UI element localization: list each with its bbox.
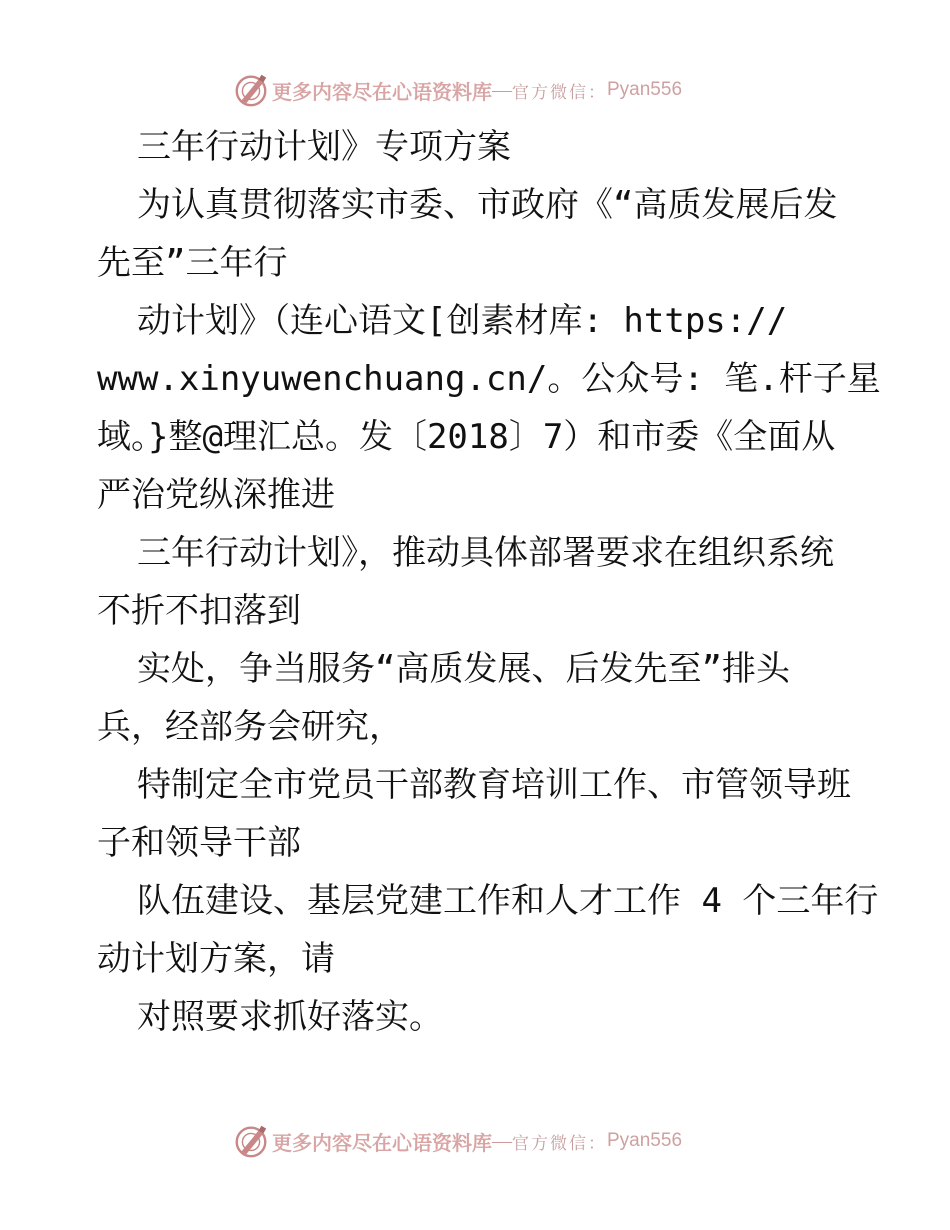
watermark-site-text: 更多内容尽在心语资料库 bbox=[272, 79, 492, 104]
text-line: 队伍建设、基层党建工作和人才工作 4 个三年行 bbox=[137, 881, 879, 921]
watermark-wechat-id: Pyan556 bbox=[607, 1130, 683, 1151]
watermark-footer bbox=[232, 1121, 732, 1161]
pen-logo-icon bbox=[232, 71, 270, 109]
text-line: 三年行动计划》，推动具体部署要求在组织系统 bbox=[137, 533, 834, 573]
text-line: 三年行动计划》专项方案 bbox=[137, 127, 511, 167]
text-line: 对照要求抓好落实。 bbox=[137, 997, 443, 1037]
text-line: www.xinyuwenchuang.cn/。公众号: 笔.杆子星 bbox=[97, 359, 881, 399]
text-line: 域。}整@理汇总。发〔2018〕7）和市委《全面从 bbox=[97, 417, 836, 457]
text-line: 特制定全市党员干部教育培训工作、市管领导班 bbox=[137, 765, 851, 805]
watermark-wechat-label: 官方微信： bbox=[512, 1133, 607, 1154]
document-body bbox=[97, 118, 881, 1046]
text-line: 不折不扣落到 bbox=[97, 591, 301, 631]
text-line: 子和领导干部 bbox=[97, 823, 301, 863]
watermark-dash: — bbox=[492, 1129, 512, 1152]
text-line: 兵，经部务会研究， bbox=[97, 707, 403, 747]
watermark-dash: — bbox=[492, 78, 512, 101]
watermark-header bbox=[232, 70, 732, 110]
text-line: 实处，争当服务“高质发展、后发先至”排头 bbox=[137, 649, 790, 689]
watermark-site-text: 更多内容尽在心语资料库 bbox=[272, 1130, 492, 1155]
text-line: 先至”三年行 bbox=[97, 243, 288, 283]
watermark-wechat-label: 官方微信： bbox=[512, 82, 607, 103]
watermark-wechat-id: Pyan556 bbox=[607, 79, 683, 100]
pen-logo-icon bbox=[232, 1122, 270, 1160]
text-line: 为认真贯彻落实市委、市政府《“高质发展后发 bbox=[137, 185, 838, 225]
text-line: 严治党纵深推进 bbox=[97, 475, 335, 515]
text-line: 动计划》（连心语文[创素材库: https:// bbox=[137, 301, 788, 341]
text-line: 动计划方案，请 bbox=[97, 939, 335, 979]
